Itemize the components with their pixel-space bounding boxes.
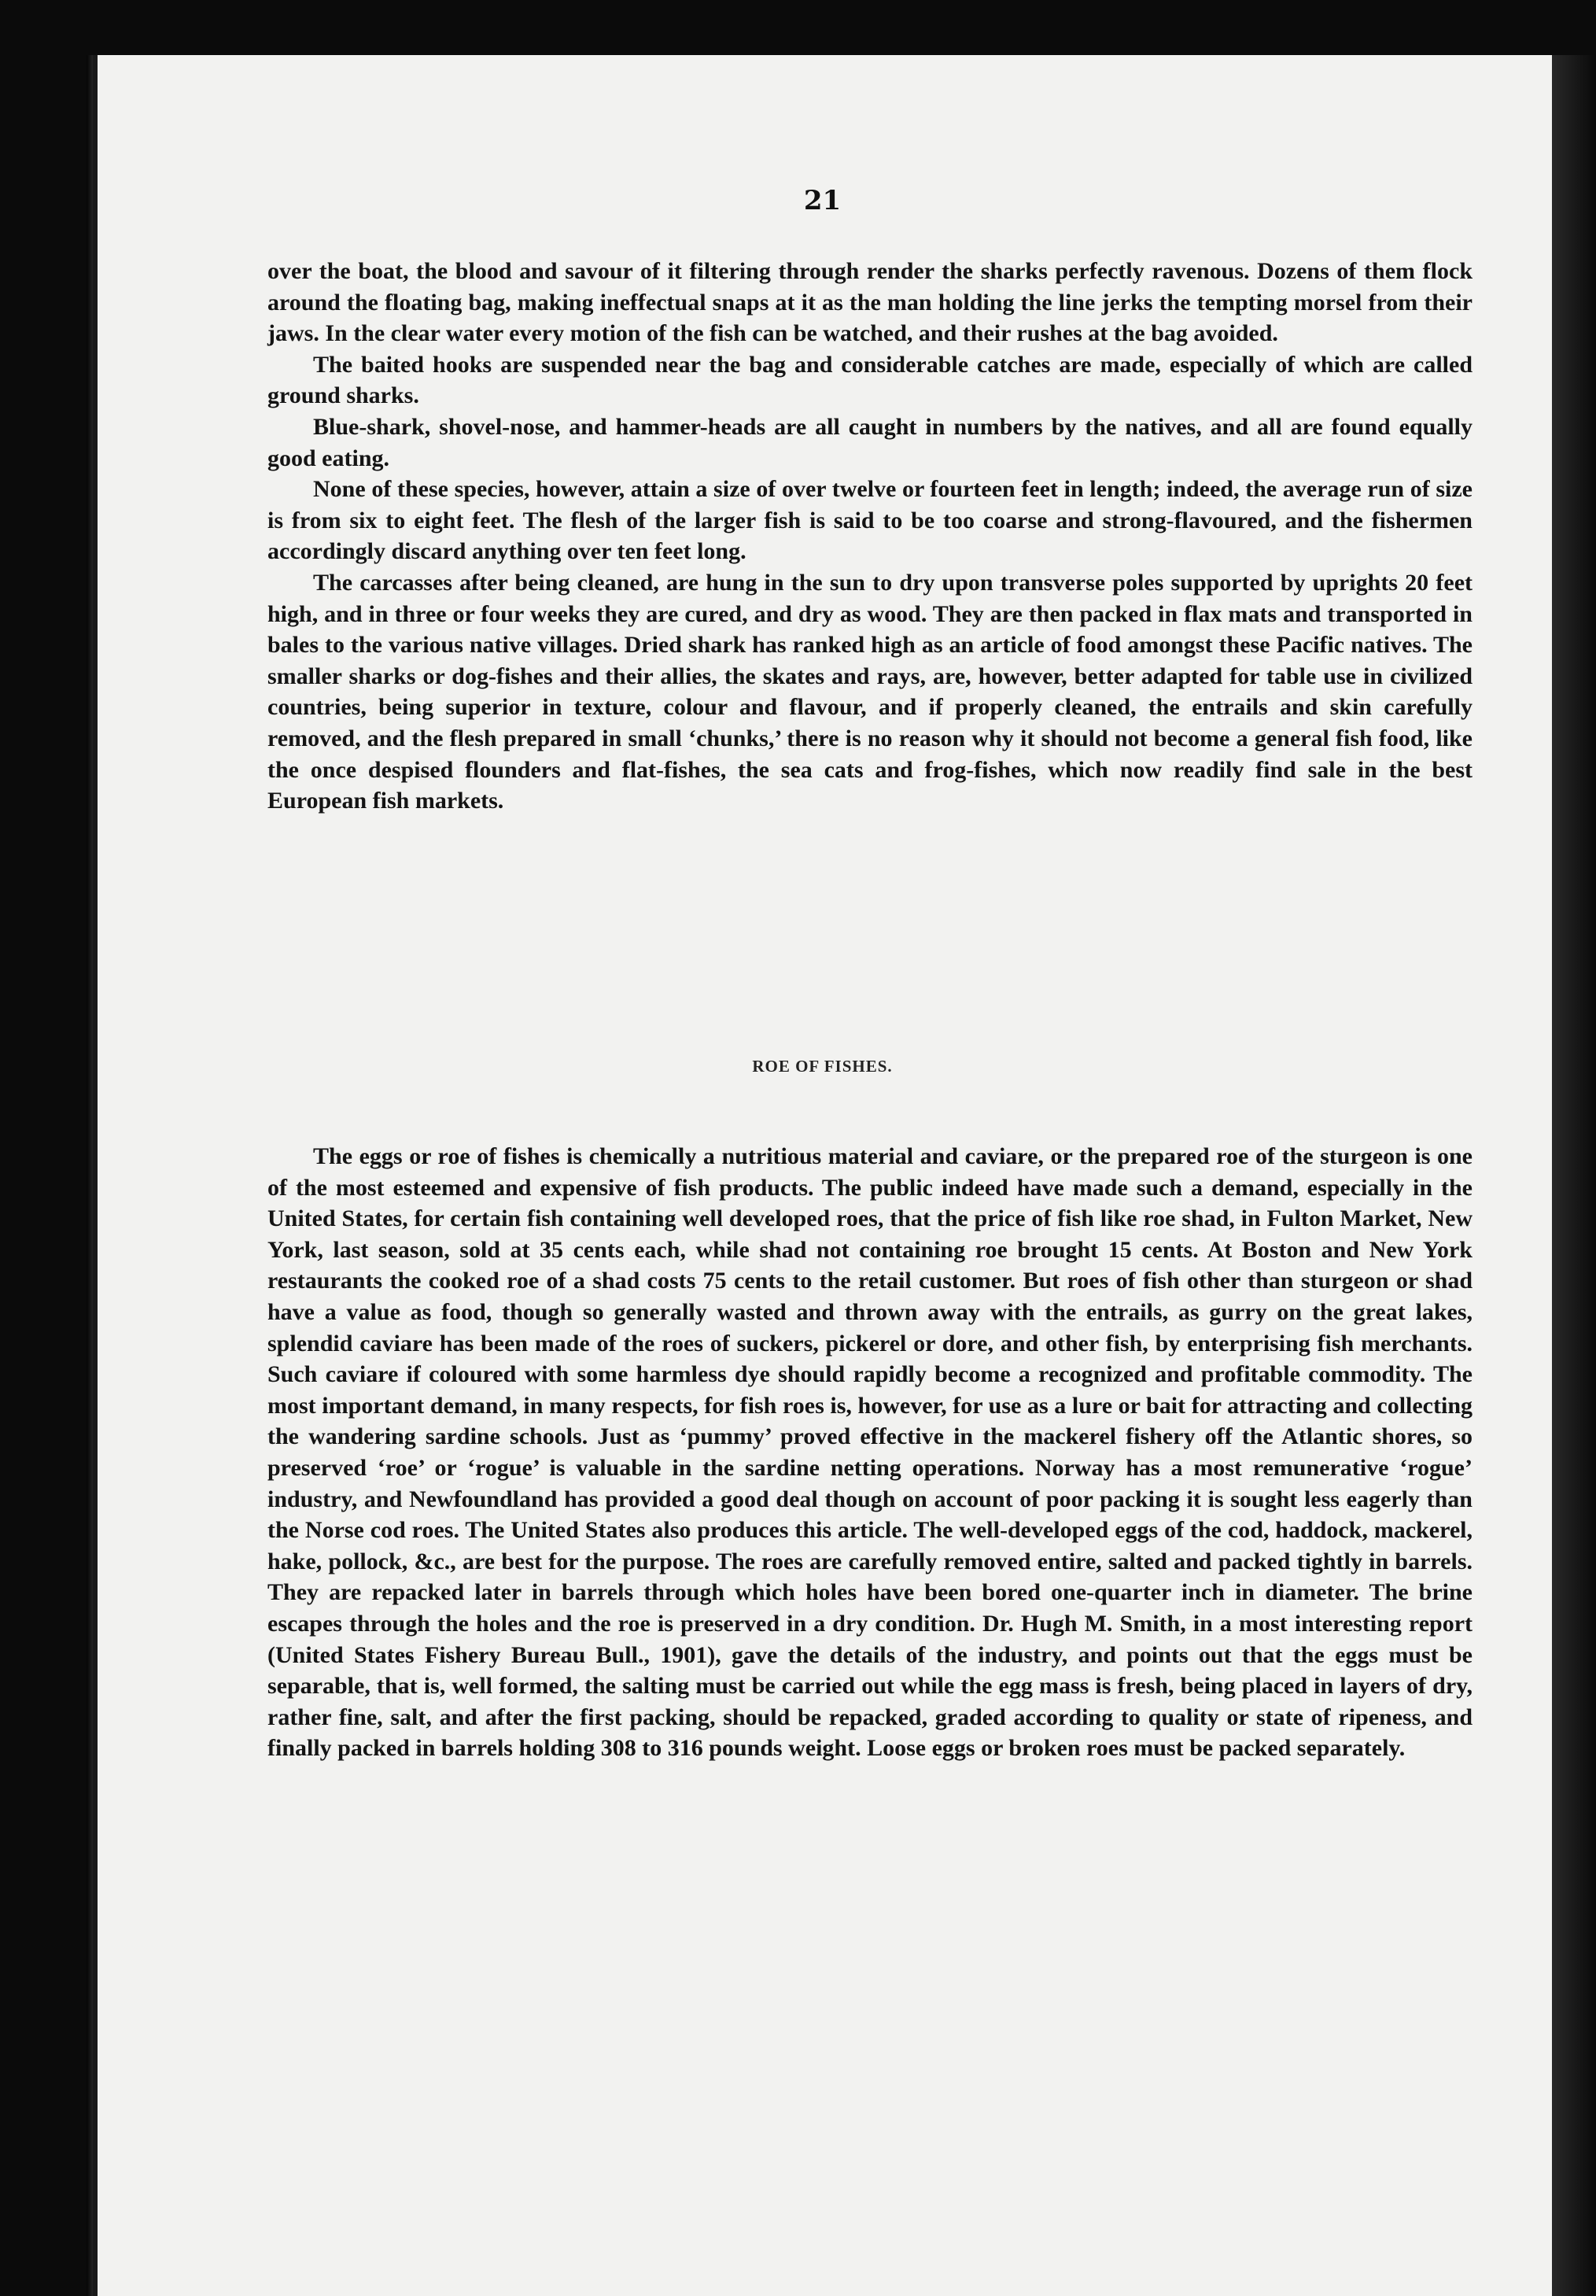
- page-number: 21: [803, 185, 842, 216]
- paragraph: The baited hooks are suspended near the bag and considerable catches are made, especially of which are called ground sharks.: [267, 351, 1473, 409]
- section-heading: ROE OF FISHES.: [752, 1057, 893, 1076]
- paragraph: The carcasses after being cleaned, are hung in the sun to dry upon transverse poles supported by uprights 20 feet high, and in three or four weeks they are cured, and dry as wood. They are then packed in flax mats and transported in bales to the various native villages. Dried shark has ranked high as an article of food amongst these Pacific natives. The smaller sharks or dog-fishes and their allies, the skates and rays, are, however, better adapted for table use in civilized countries, being superior in texture, colour and flavour, and if properly cleaned, the entrails and skin carefully removed, and the flesh prepared in small ‘chunks,’ there is no reason why it should not become a general fish food, like the once despised flounders and flat-fishes, the sea cats and frog-fishes, which now readily find sale in the best European fish markets.: [267, 569, 1473, 814]
- paragraph: Blue-shark, shovel-nose, and hammer-heads are all caught in numbers by the natives, and all are found equally good eating.: [267, 413, 1473, 471]
- paragraph-continuation: over the boat, the blood and savour of it filtering through render the sharks perfectly ravenous. Dozens of them flock around the floating bag, making ineffectual snaps at it as the man holding the line jerks the tempting morsel from their jaws. In the clear water every motion of the fish can be watched, and their rushes at the bag avoided.: [267, 258, 1473, 347]
- text-block-bottom: [267, 1141, 1473, 1764]
- text-block-top: [267, 256, 1473, 817]
- paragraph: The eggs or roe of fishes is chemically a nutritious material and caviare, or the prepared roe of the sturgeon is one of the most esteemed and expensive of fish products. The public indeed have made such a demand, especially in the United States, for certain fish containing well developed roes, that the price of fish like roe shad, in Fulton Market, New York, last season, sold at 35 cents each, while shad not containing roe brought 15 cents. At Boston and New York restaurants the cooked roe of a shad costs 75 cents to the retail customer. But roes of fish other than sturgeon or shad have a value as food, though so generally wasted and thrown away with the entrails, as gurry on the great lakes, splendid caviare has been made of the roes of suckers, pickerel or dore, and other fish, by enterprising fish merchants. Such caviare if coloured with some harmless dye should rapidly become a recognized and profitable commodity. The most important demand, in many respects, for fish roes is, however, for use as a lure or bait for attracting and collecting the wandering sardine schools. Just as ‘pummy’ proved effective in the mackerel fishery off the Atlantic shores, so preserved ‘roe’ or ‘rogue’ is valuable in the sardine netting operations. Norway has a most remunerative ‘rogue’ industry, and Newfoundland has provided a good deal though on account of poor packing it is sought less eagerly than the Norse cod roes. The United States also produces this article. The well-developed eggs of the cod, haddock, mackerel, hake, pollock, &c., are best for the purpose. The roes are carefully removed entire, salted and packed tightly in barrels. They are repacked later in barrels through which holes have been bored one-quarter inch in diameter. The brine escapes through the holes and the roe is preserved in a dry condition. Dr. Hugh M. Smith, in a most interesting report (United States Fishery Bureau Bull., 1901), gave the details of the industry, and points out that the eggs must be separable, that is, well formed, the salting must be carried out while the egg mass is fresh, being placed in layers of dry, rather fine, salt, and after the first packing, should be repacked, graded according to quality or state of ripeness, and finally packed in barrels holding 308 to 316 pounds weight. Loose eggs or broken roes must be packed separately.: [267, 1143, 1473, 1762]
- paragraph: None of these species, however, attain a size of over twelve or fourteen feet in length; indeed, the average run of size is from six to eight feet. The flesh of the larger fish is said to be too coarse and strong-flavoured, and the fishermen accordingly discard anything over ten feet long.: [267, 476, 1473, 565]
- document-page: [93, 55, 1552, 2296]
- page-edge-shadow: [1550, 55, 1596, 2296]
